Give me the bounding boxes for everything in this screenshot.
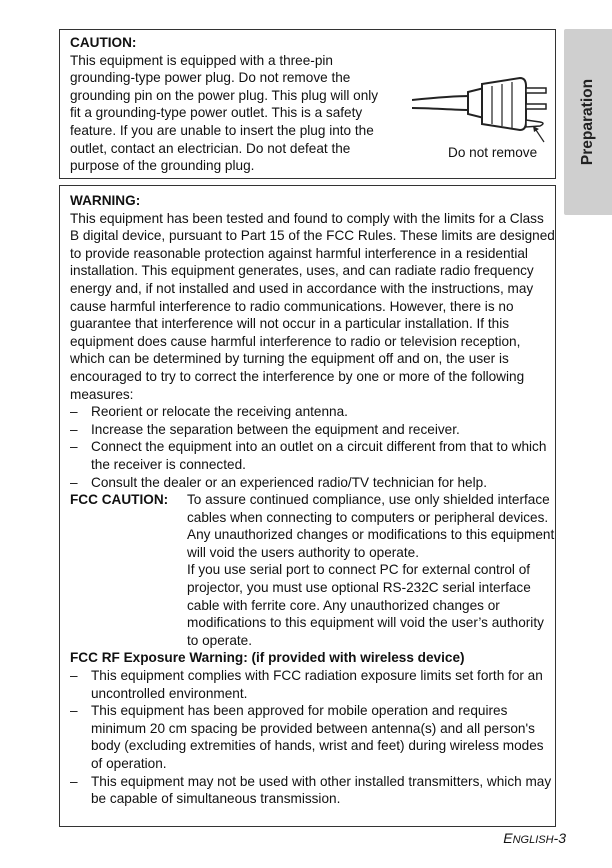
- warning-heading: WARNING:: [70, 193, 141, 208]
- fcc-caution-paragraph: If you use serial port to connect PC for external control of projector, you must use optional RS-232C serial interface cable with ferrite core. Any unauthorized changes or modifications to this equipment will void the user’s authority to operate.: [187, 562, 544, 648]
- list-item: [70, 403, 556, 421]
- grounding-plug-illustration: [412, 74, 552, 146]
- rf-item-text: This equipment may not be used with other installed transmitters, which may be capable of simultaneous transmission.: [91, 773, 552, 807]
- dash-mark: –: [70, 474, 78, 490]
- fcc-caution-section: [70, 491, 556, 649]
- caution-box: [59, 29, 556, 179]
- page-number-suffix: -3: [553, 830, 566, 846]
- list-item: [70, 438, 556, 473]
- side-tab-label: Preparation: [579, 78, 596, 166]
- warning-box: [59, 185, 556, 827]
- section-side-tab: [564, 29, 612, 215]
- list-item: [70, 702, 556, 772]
- measure-text: Reorient or relocate the receiving antenna.: [91, 404, 348, 420]
- dash-mark: –: [70, 703, 78, 719]
- caution-line: outlet, contact an electrician. Do not defeat the: [70, 140, 351, 156]
- page-number-smallcaps: NGLISH: [512, 834, 554, 846]
- caution-line: feature. If you are unable to insert the plug into the: [70, 122, 374, 138]
- fcc-caution-paragraph: Any unauthorized changes or modifications to this equipment will void the users authority to operate.: [187, 527, 555, 560]
- list-item: [70, 421, 556, 439]
- fcc-caution-paragraph: To assure continued compliance, use only shielded interface cables when connecting to computers or peripheral devices.: [187, 492, 550, 525]
- caution-heading: CAUTION:: [70, 35, 137, 50]
- measures-list: [70, 403, 556, 491]
- fcc-caution-body: [187, 491, 556, 649]
- measure-text: Connect the equipment into an outlet on a circuit different from that to which the receiver is connected.: [91, 439, 547, 472]
- caution-line: fit a grounding-type power outlet. This is a safety: [70, 105, 363, 121]
- rf-item-text: This equipment has been approved for mobile operation and requires minimum 20 cm spacing be provided between antenna(s) and all person's body (excluding extremities of hands, wrist and feet) during wireless modes of operation.: [91, 703, 544, 771]
- rf-exposure-heading: FCC RF Exposure Warning: (if provided with wireless device): [70, 650, 465, 666]
- dash-mark: –: [70, 439, 78, 455]
- dash-mark: –: [70, 773, 78, 789]
- warning-body: This equipment has been tested and found to comply with the limits for a Class B digital device, pursuant to Part 15 of the FCC Rules. These limits are designed to provide reasonable protection against harmful interference in a residential installation. This equipment generates, uses, and can radiate radio frequency energy and, if not installed and used in accordance with the instructions, may cause harmful interference to radio communications. However, there is no guarantee that interference will not occur in a particular installation. If this equipment does cause harmful interference to radio or television reception, which can be determined by turning the equipment off and on, the user is encouraged to try to correct the interference by one or more of the following measures:: [70, 210, 555, 402]
- list-item: [70, 474, 556, 492]
- page-number: [503, 830, 566, 846]
- page-number-prefix: E: [503, 830, 513, 846]
- caution-line: This equipment is equipped with a three-pin: [70, 52, 333, 68]
- measure-text: Consult the dealer or an experienced radio/TV technician for help.: [91, 474, 487, 490]
- list-item: [70, 773, 556, 808]
- rf-item-text: This equipment complies with FCC radiation exposure limits set forth for an uncontrolled environment.: [91, 668, 543, 701]
- dash-mark: –: [70, 404, 78, 420]
- dash-mark: –: [70, 421, 78, 437]
- caution-line: grounding pin on the power plug. This plug will only: [70, 87, 379, 103]
- dash-mark: –: [70, 668, 78, 684]
- fcc-caution-label: FCC CAUTION:: [70, 492, 169, 508]
- caution-line: grounding-type power plug. Do not remove the: [70, 70, 351, 86]
- measure-text: Increase the separation between the equipment and receiver.: [91, 421, 460, 437]
- list-item: [70, 667, 556, 702]
- warning-content: [70, 192, 556, 808]
- rf-exposure-list: [70, 667, 556, 808]
- plug-caption: Do not remove: [448, 145, 538, 160]
- caution-text: [70, 34, 400, 175]
- caution-line: purpose of the grounding plug.: [70, 158, 255, 174]
